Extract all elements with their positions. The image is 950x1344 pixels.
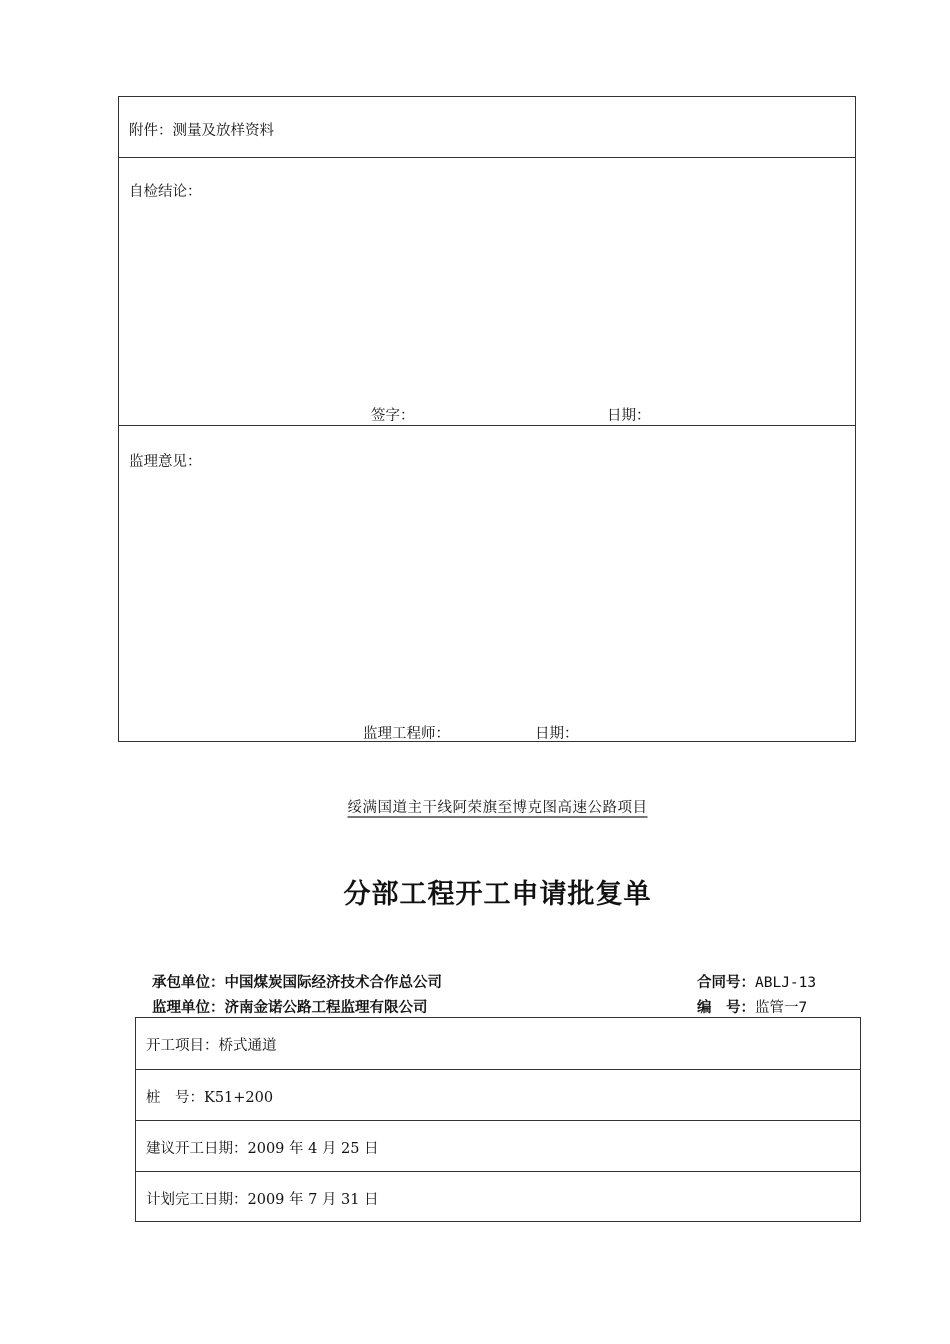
proposed-start-date-label: 建议开工日期：2009 年 4 月 25 日 bbox=[146, 1141, 379, 1157]
inspection-table bbox=[118, 96, 856, 742]
supervisor-label: 监理单位：济南金诺公路工程监理有限公司 bbox=[152, 1000, 428, 1016]
planned-completion-date-label: 计划完工日期：2009 年 7 月 31 日 bbox=[146, 1192, 379, 1208]
table-row bbox=[136, 1171, 860, 1222]
serial-no bbox=[697, 996, 807, 1017]
engineer-label: 监理工程师： bbox=[363, 726, 450, 742]
project-title bbox=[0, 796, 950, 817]
project-title-text: 绥满国道主干线阿荣旗至博克图高速公路项目 bbox=[347, 800, 648, 816]
contract-no bbox=[697, 971, 816, 992]
serial-no-label: 编 号： bbox=[697, 1000, 755, 1016]
attachment-label: 附件：测量及放样资料 bbox=[129, 123, 274, 139]
table-row bbox=[136, 1018, 860, 1069]
attachment-row bbox=[119, 97, 855, 157]
supervision-label: 监理意见： bbox=[129, 454, 202, 470]
form-title: 分部工程开工申请批复单 bbox=[343, 879, 652, 910]
start-project-label: 开工项目：桥式通道 bbox=[146, 1038, 277, 1054]
station-label: 桩 号：K51+200 bbox=[146, 1090, 274, 1106]
table-row bbox=[136, 1120, 860, 1171]
start-application-table bbox=[135, 1017, 861, 1222]
serial-no-value: 监管一7 bbox=[755, 1000, 808, 1016]
contractor-label: 承包单位：中国煤炭国际经济技术合作总公司 bbox=[152, 975, 442, 991]
self-check-label: 自检结论： bbox=[129, 184, 202, 200]
supervision-date-label: 日期： bbox=[535, 726, 579, 742]
supervision-row bbox=[119, 425, 855, 741]
contract-no-value: ABLJ-13 bbox=[755, 975, 817, 991]
table-row bbox=[136, 1069, 860, 1120]
signature-label: 签字： bbox=[371, 408, 415, 424]
self-check-date-label: 日期： bbox=[607, 408, 651, 424]
contract-no-label: 合同号： bbox=[697, 975, 755, 991]
self-check-row bbox=[119, 157, 855, 425]
